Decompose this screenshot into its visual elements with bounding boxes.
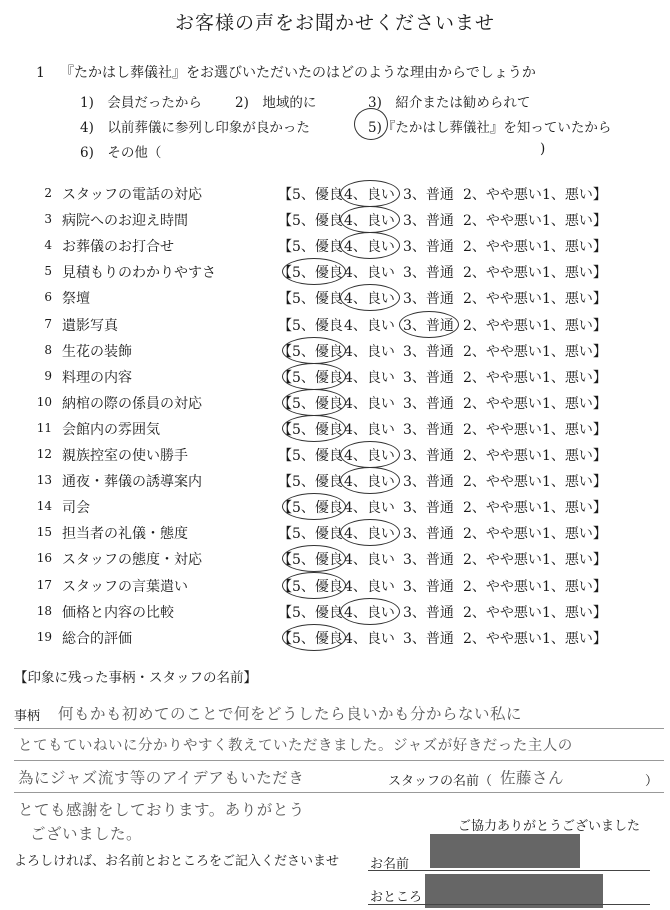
question-label: 料理の内容 [62, 369, 132, 386]
rating-row [0, 183, 670, 209]
selection-circle [354, 108, 388, 140]
staff-name-value: 佐藤さん [500, 769, 565, 787]
rating-option: 1、悪い】 [542, 630, 607, 647]
rating-option: 2、やや悪い [463, 500, 542, 517]
rating-option: 【5、優良 [278, 291, 343, 308]
request-text: よろしければ、お名前とおところをご記入くださいませ [14, 854, 340, 869]
page-title: お客様の声をお聞かせくださいませ [174, 12, 495, 34]
rating-row [0, 261, 670, 287]
rating-option: 【5、優良 [278, 448, 343, 464]
question-label: 見積もりのわかりやすさ [62, 265, 216, 282]
question-number: 17 [36, 577, 52, 592]
rating-option: 【5、優良 [278, 500, 343, 517]
selection-circle [399, 311, 459, 338]
ruled-line [14, 728, 664, 729]
rating-row [0, 627, 670, 653]
selection-circle [340, 232, 400, 259]
rating-option: 1、悪い】 [542, 291, 607, 308]
rating-option: 1、悪い】 [542, 213, 607, 230]
question-label: スタッフの態度・対応 [62, 552, 202, 569]
rating-option: 3、普通 [403, 578, 454, 595]
rating-option: 3、普通 [403, 448, 454, 464]
rating-option: 2、やや悪い [463, 474, 542, 491]
rating-option: 4、良い [344, 448, 395, 464]
rating-option: 1、悪い】 [542, 187, 607, 203]
rating-option: 2、やや悪い [463, 421, 542, 438]
question-number: 10 [36, 394, 52, 409]
rating-option: 1、悪い】 [542, 369, 607, 386]
question-number: 14 [36, 499, 52, 514]
question-number: 7 [44, 316, 52, 331]
question-number: 1 [36, 65, 45, 81]
rating-option: 4、良い [344, 291, 395, 308]
rating-option: 3、普通 [403, 239, 454, 256]
q1-option-4: 4) 以前葬儀に参列し印象が良かった [80, 120, 310, 136]
rating-row [0, 496, 670, 522]
rating-option: 【5、優良 [278, 187, 343, 203]
question-number: 4 [44, 238, 52, 253]
rating-row [0, 601, 670, 627]
redacted-address [425, 874, 603, 908]
selection-circle [282, 415, 346, 442]
rating-option: 1、悪い】 [542, 239, 607, 256]
rating-option: 4、良い [344, 421, 395, 438]
rating-option: 3、普通 [403, 213, 454, 230]
rating-option: 【5、優良 [278, 395, 343, 412]
rating-option: 1、悪い】 [542, 552, 607, 569]
rating-option: 4、良い [344, 317, 395, 334]
rating-option: 【5、優良 [278, 474, 343, 491]
rating-option: 3、普通 [403, 395, 454, 412]
rating-option: 1、悪い】 [542, 265, 607, 282]
rating-option: 2、やや悪い [463, 552, 542, 569]
q1-option-2: 2) 地域的に [235, 95, 317, 111]
question-1 [36, 62, 536, 82]
staff-name-close: ） [645, 774, 659, 789]
rating-option: 4、良い [344, 343, 395, 360]
rating-option: 3、普通 [403, 552, 454, 569]
rating-option: 1、悪い】 [542, 395, 607, 412]
rating-option: 1、悪い】 [542, 317, 607, 334]
selection-circle [282, 363, 346, 390]
rating-option: 【5、優良 [278, 526, 343, 543]
rating-option: 4、良い [344, 369, 395, 386]
question-number: 12 [36, 447, 52, 461]
q1-option-6-close: ) [540, 141, 546, 157]
rating-option: 3、普通 [403, 291, 454, 308]
rating-option: 2、やや悪い [463, 395, 542, 412]
rating-option: 4、良い [344, 500, 395, 517]
question-label: スタッフの言葉遣い [62, 578, 188, 595]
rating-row [0, 366, 670, 392]
q1-option-5: 5)『たかはし葬儀社』を知っていたから [368, 120, 612, 136]
question-number: 2 [44, 186, 52, 200]
question-label: 遺影写真 [62, 317, 118, 334]
selection-circle [340, 598, 400, 625]
rating-option: 3、普通 [403, 474, 454, 491]
rating-option: 【5、優良 [278, 239, 343, 256]
rating-option: 4、良い [344, 213, 395, 230]
rating-option: 3、普通 [403, 421, 454, 438]
name-underline [368, 870, 650, 871]
rating-option: 3、普通 [403, 187, 454, 203]
question-number: 11 [36, 420, 52, 435]
question-number: 19 [36, 629, 52, 644]
rating-option: 1、悪い】 [542, 578, 607, 595]
thanks-text: ご協力ありがとうございました [458, 819, 641, 834]
rating-row [0, 522, 670, 548]
question-label: 通夜・葬儀の誘導案内 [62, 474, 202, 491]
selection-circle [282, 493, 346, 520]
selection-circle [340, 441, 400, 468]
rating-option: 1、悪い】 [542, 421, 607, 438]
address-underline [368, 904, 650, 905]
handwritten-line-5: ございました。 [30, 825, 143, 843]
rating-option: 4、良い [344, 630, 395, 647]
handwritten-line-4: とても感謝をしております。ありがとう [18, 801, 305, 819]
rating-option: 2、やや悪い [463, 317, 542, 334]
rating-option: 2、やや悪い [463, 630, 542, 647]
rating-row [0, 392, 670, 418]
question-label: 総合的評価 [62, 630, 132, 647]
rating-option: 【5、優良 [278, 317, 343, 334]
rating-option: 1、悪い】 [542, 500, 607, 517]
q1-option-1: 1) 会員だったから [80, 95, 202, 111]
name-label: お名前 [370, 857, 410, 872]
rating-option: 2、やや悪い [463, 526, 542, 543]
rating-option: 2、やや悪い [463, 578, 542, 595]
question-number: 9 [44, 368, 52, 383]
rating-option: 4、良い [344, 239, 395, 256]
question-number: 15 [36, 525, 52, 540]
rating-option: 4、良い [344, 552, 395, 569]
rating-option: 1、悪い】 [542, 448, 607, 464]
question-number: 5 [44, 264, 52, 279]
rating-option: 2、やや悪い [463, 239, 542, 256]
rating-option: 4、良い [344, 187, 395, 203]
rating-option: 【5、優良 [278, 604, 343, 621]
rating-option: 1、悪い】 [542, 604, 607, 621]
selection-circle [282, 389, 346, 416]
rating-option: 2、やや悪い [463, 604, 542, 621]
rating-option: 3、普通 [403, 343, 454, 360]
selection-circle [340, 467, 400, 494]
rating-row [0, 470, 670, 496]
rating-option: 3、普通 [403, 500, 454, 517]
question-number: 6 [44, 290, 52, 305]
rating-option: 4、良い [344, 474, 395, 491]
rating-row [0, 444, 670, 470]
selection-circle [282, 624, 346, 651]
rating-row [0, 235, 670, 261]
question-text: 『たかはし葬儀社』をお選びいただいたのはどのような理由からでしょうか [60, 65, 536, 81]
rating-option: 【5、優良 [278, 369, 343, 386]
rating-option: 1、悪い】 [542, 474, 607, 491]
rating-option: 2、やや悪い [463, 369, 542, 386]
rating-option: 3、普通 [403, 369, 454, 386]
rating-row [0, 209, 670, 235]
rating-row [0, 287, 670, 313]
rating-option: 4、良い [344, 265, 395, 282]
rating-row [0, 314, 670, 340]
rating-option: 3、普通 [403, 604, 454, 621]
question-label: 司会 [62, 500, 90, 517]
rating-row [0, 548, 670, 574]
rating-row [0, 340, 670, 366]
question-label: 会館内の雰囲気 [62, 421, 160, 438]
selection-circle [340, 180, 400, 207]
rating-option: 【5、優良 [278, 630, 343, 647]
rating-option: 2、やや悪い [463, 291, 542, 308]
rating-option: 2、やや悪い [463, 213, 542, 230]
question-label: 納棺の際の係員の対応 [62, 395, 202, 412]
impressions-heading: 【印象に残った事柄・スタッフの名前】 [14, 670, 257, 686]
rating-option: 4、良い [344, 526, 395, 543]
question-label: 病院へのお迎え時間 [62, 213, 188, 230]
rating-option: 【5、優良 [278, 578, 343, 595]
selection-circle [282, 337, 346, 364]
question-label: 祭壇 [62, 291, 90, 308]
rating-row [0, 575, 670, 601]
ruled-line [14, 760, 664, 761]
rating-option: 【5、優良 [278, 552, 343, 569]
rating-option: 1、悪い】 [542, 343, 607, 360]
handwritten-line-3: 為にジャズ流す等のアイデアもいただき [18, 769, 305, 787]
rating-option: 3、普通 [403, 630, 454, 647]
rating-row [0, 418, 670, 444]
rating-option: 4、良い [344, 604, 395, 621]
question-label: 生花の装飾 [62, 343, 132, 360]
question-label: 担当者の礼儀・態度 [62, 526, 188, 543]
question-label: 親族控室の使い勝手 [62, 448, 188, 464]
redacted-name [430, 834, 580, 868]
impressions-label: 事柄 [14, 709, 41, 724]
rating-option: 3、普通 [403, 526, 454, 543]
rating-option: 2、やや悪い [463, 343, 542, 360]
question-label: お葬儀のお打合せ [62, 239, 174, 256]
question-number: 18 [36, 603, 52, 618]
rating-option: 4、良い [344, 395, 395, 412]
rating-option: 1、悪い】 [542, 526, 607, 543]
handwritten-line-1: 何もかも初めてのことで何をどうしたら良いかも分からない私に [58, 705, 523, 723]
staff-name-label: スタッフの名前（ [388, 774, 493, 789]
rating-option: 2、やや悪い [463, 265, 542, 282]
rating-option: 2、やや悪い [463, 187, 542, 203]
q1-option-6: 6) その他（ [80, 145, 162, 161]
selection-circle [282, 572, 346, 599]
ruled-line [14, 792, 664, 793]
question-number: 13 [36, 473, 52, 488]
question-number: 16 [36, 551, 52, 566]
rating-option: 4、良い [344, 578, 395, 595]
question-number: 8 [44, 342, 52, 357]
question-number: 3 [44, 212, 52, 227]
handwritten-line-2: とてもていねいに分かりやすく教えていただきました。ジャズが好きだった主人の [18, 738, 573, 754]
rating-option: 2、やや悪い [463, 448, 542, 464]
rating-option: 【5、優良 [278, 421, 343, 438]
question-label: 価格と内容の比較 [62, 604, 174, 621]
question-label: スタッフの電話の対応 [62, 187, 202, 203]
rating-option: 【5、優良 [278, 343, 343, 360]
rating-option: 3、普通 [403, 317, 454, 334]
q1-option-3: 3) 紹介または勧められて [368, 95, 531, 111]
rating-option: 3、普通 [403, 265, 454, 282]
rating-option: 【5、優良 [278, 265, 343, 282]
address-label: おところ [370, 890, 423, 905]
rating-option: 【5、優良 [278, 213, 343, 230]
selection-circle [340, 206, 400, 233]
